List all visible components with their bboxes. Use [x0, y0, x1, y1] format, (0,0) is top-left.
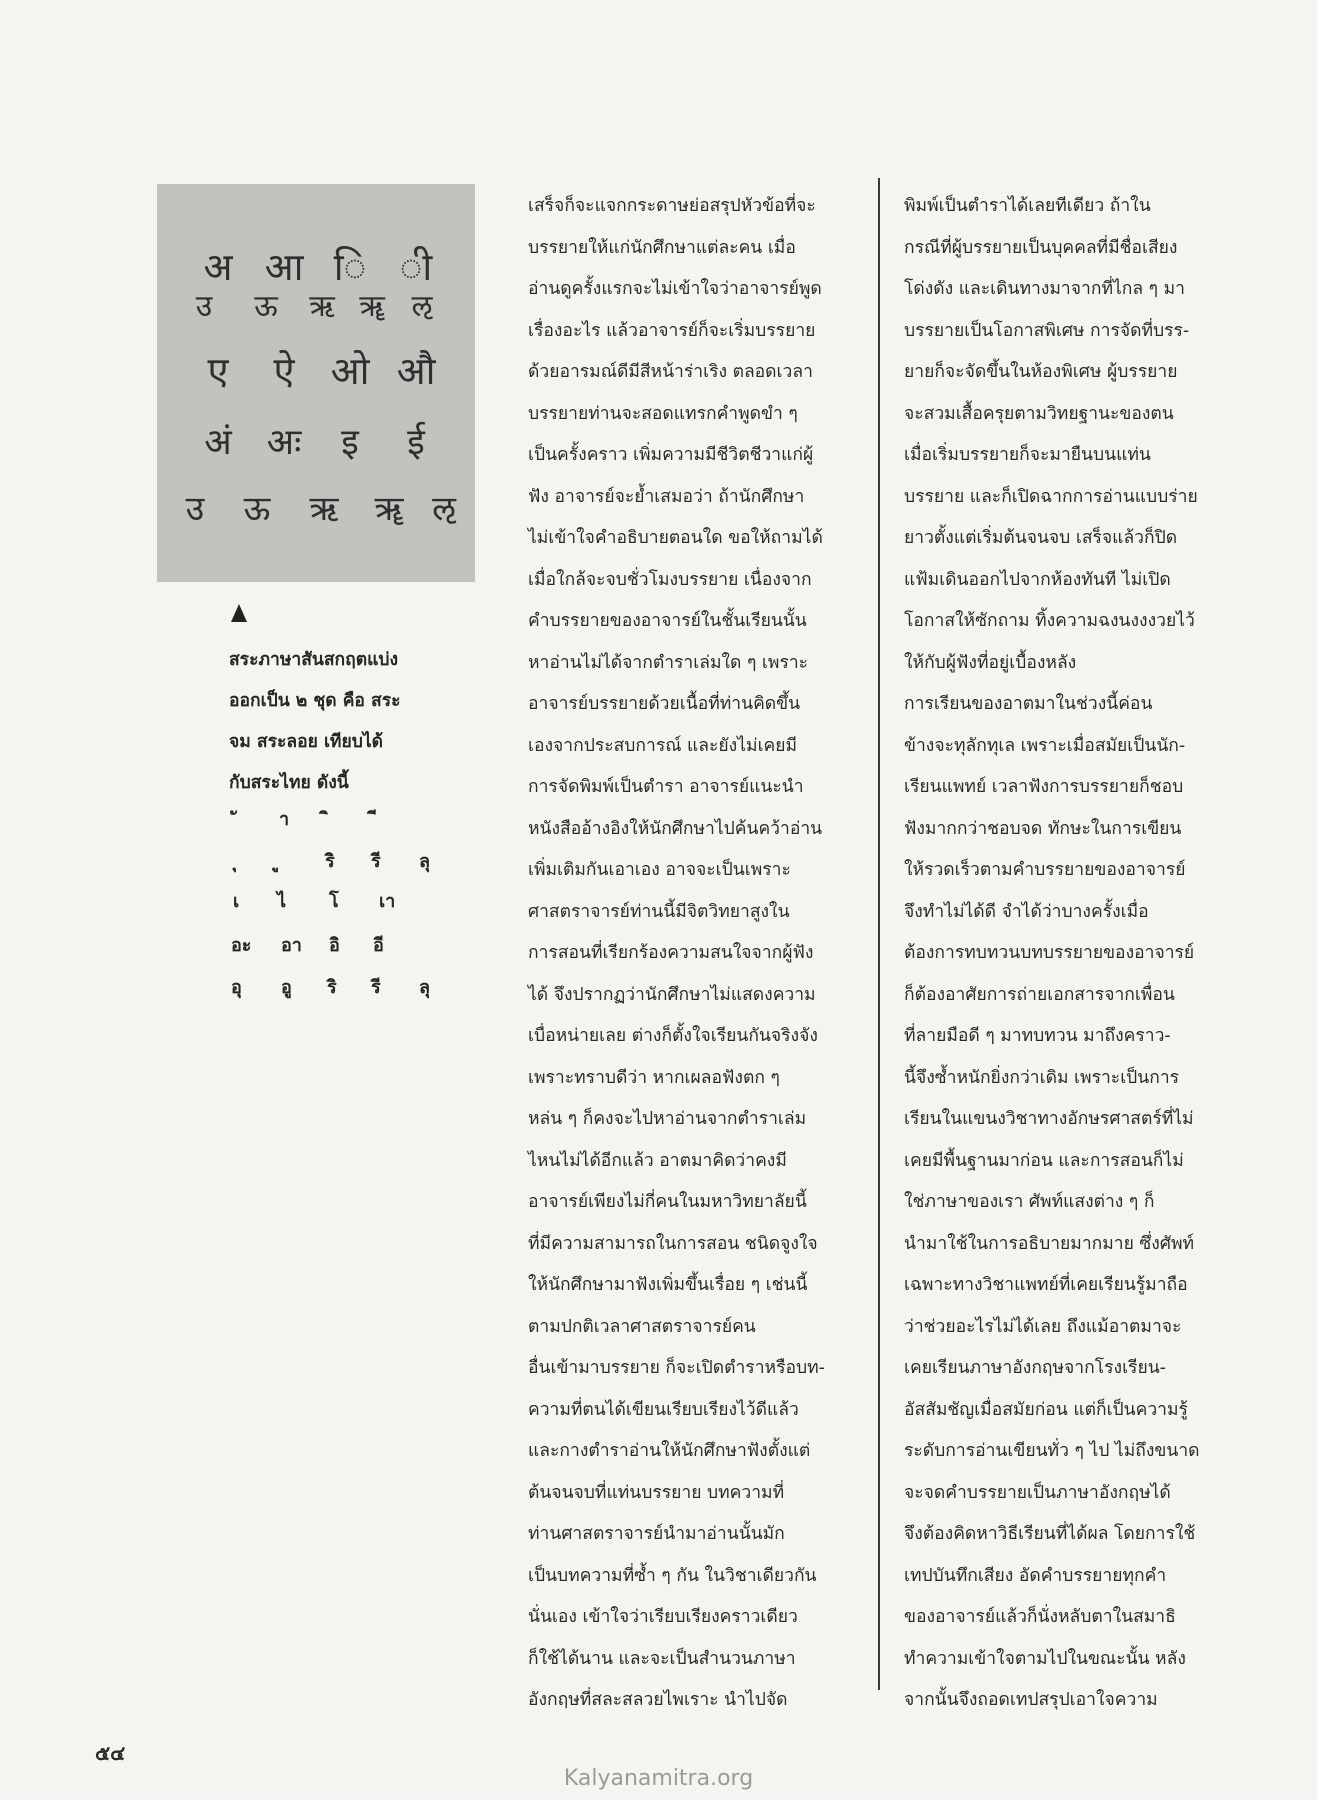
text-line: ยาวตั้งแต่เริ่มต้นจนจบ เสร็จแล้วก็ปิด [904, 528, 1178, 548]
text-line: ว่าช่วยอะไรไม่ได้เลย ถึงแม้อาตมาจะ [904, 1316, 1182, 1337]
glyph: ऊ [254, 289, 278, 324]
glyph: अ [203, 245, 233, 289]
glyph: ऋ [309, 289, 335, 324]
text-line: แฟ้มเดินออกไปจากห้องทันที ไม่เปิด [904, 569, 1171, 590]
text-line: ด้วยอารมณ์ดีมีสีหน้าร่าเริง ตลอดเวลา [528, 362, 813, 382]
text-line: หนังสืออ้างอิงให้นักศึกษาไปค้นคว้าอ่าน [528, 818, 823, 839]
glyph: उ [185, 489, 205, 529]
text-line: ฟังมากกว่าชอบจด ทักษะในการเขียน [904, 818, 1182, 839]
text-line: ไหนไม่ได้อีกแล้ว อาตมาคิดว่าคงมี [528, 1150, 787, 1171]
text-line: และกางตำราอ่านให้นักศึกษาฟังตั้งแต่ [528, 1441, 811, 1461]
text-line: โด่งดัง และเดินทางมาจากที่ไกล ๆ มา [904, 279, 1185, 299]
caption-line: ออกเป็น ๒ ชุด คือ สระ [229, 691, 401, 711]
text-line: ความที่ตนได้เขียนเรียบเรียงไว้ดีแล้ว [528, 1399, 799, 1420]
text-line: เมื่อเริ่มบรรยายก็จะมายืนบนแท่น [904, 445, 1151, 465]
text-line: เฉพาะทางวิชาแพทย์ที่เคยเรียนรู้มาถือ [904, 1275, 1188, 1295]
text-line: เทปบันทึกเสียง อัดคำบรรยายทุกคำ [904, 1565, 1167, 1586]
text-line: ให้รวดเร็วตามคำบรรยายของอาจารย์ [904, 860, 1186, 880]
text-column-2 [904, 186, 1230, 1722]
text-line: อังกฤษที่สละสลวยไพเราะ นำไปจัด [528, 1690, 788, 1710]
text-line: ฟัง อาจารย์จะย้ำเสมอว่า ถ้านักศึกษา [528, 486, 805, 507]
text-line: เพราะทราบดีว่า หากเผลอฟังตก ๆ [528, 1067, 780, 1088]
text-line: เรียนแพทย์ เวลาฟังการบรรยายก็ชอบ [904, 777, 1184, 797]
text-line: ของอาจารย์แล้วก็นั่งหลับตาในสมาธิ [904, 1607, 1176, 1627]
text-line: จะสวมเสื้อครุยตามวิทยฐานะของตน [904, 403, 1174, 424]
text-line: กรณีที่ผู้บรรยายเป็นบุคคลที่มีชื่อเสียง [904, 237, 1178, 258]
text-line: จะจดคำบรรยายเป็นภาษาอังกฤษได้ [904, 1482, 1171, 1503]
text-line: ทำความเข้าใจตามไปในขณะนั้น หลัง [904, 1648, 1186, 1669]
sanskrit-vowel-figure [157, 184, 475, 582]
page-number: ๕๔ [95, 1741, 126, 1765]
text-line: การจัดพิมพ์เป็นตำรา อาจารย์แนะนำ [528, 777, 804, 797]
text-line: เป็นบทความที่ซ้ำ ๆ กัน ในวิชาเดียวกัน [528, 1565, 817, 1586]
glyph: ए [207, 349, 229, 393]
thai-vowel: รี [371, 977, 381, 998]
text-line: พิมพ์เป็นตำราได้เลยทีเดียว ถ้าใน [904, 196, 1151, 216]
caption-line: จม สระลอย เทียบได้ [229, 732, 383, 752]
text-line: หาอ่านไม่ได้จากตำราเล่มใด ๆ เพราะ [528, 652, 809, 673]
text-line: นำมาใช้ในการอธิบายมากมาย ซึ่งศัพท์ [904, 1233, 1195, 1254]
text-line: ไม่เข้าใจคำอธิบายตอนใด ขอให้ถามได้ [528, 528, 823, 548]
thai-vowel: ริ [327, 977, 337, 998]
caption-line: สระภาษาสันสกฤตแบ่ง [229, 650, 399, 670]
text-line: หล่น ๆ ก็คงจะไปหาอ่านจากตำราเล่ม [528, 1109, 807, 1129]
text-line: ได้ จึงปรากฏว่านักศึกษาไม่แสดงความ [528, 984, 816, 1005]
thai-vowel: ลุ [419, 977, 431, 998]
text-line: การสอนที่เรียกร้องความสนใจจากผู้ฟัง [528, 943, 814, 963]
text-line: จึงทำไม่ได้ดี จำได้ว่าบางครั้งเมื่อ [904, 901, 1149, 922]
text-line: บรรยาย และก็เปิดฉากการอ่านแบบร่าย [904, 486, 1198, 507]
text-line: อาจารย์เพียงไม่กี่คนในมหาวิทยาลัยนี้ [528, 1192, 807, 1212]
glyph-row-2 [157, 284, 491, 325]
glyph: ऐ [273, 349, 295, 393]
thai-vowel: เ [233, 891, 240, 912]
thai-vowel: ไ [277, 891, 287, 912]
glyph: ी [399, 245, 433, 289]
glyph: अः [266, 422, 302, 463]
text-line: ก็ใช้ได้นาน และจะเป็นสำนวนภาษา [528, 1648, 796, 1669]
glyph: आ [264, 245, 304, 289]
thai-vowel: เา [379, 891, 396, 912]
glyph: ऌ [411, 289, 433, 324]
glyph: अं [204, 422, 232, 463]
text-line: บรรยายเป็นโอกาสพิเศษ การจัดที่บรร- [904, 320, 1190, 341]
text-line: ให้นักศึกษามาฟังเพิ่มขึ้นเรื่อย ๆ เช่นนี้ [528, 1275, 808, 1295]
text-line: ศาสตราจารย์ท่านนี้มีจิตวิทยาสูงใน [528, 901, 790, 922]
thai-vowel: ลุ [419, 851, 431, 872]
thai-vowel: ริ [325, 851, 335, 872]
glyph-row-4 [157, 416, 503, 465]
text-line: อื่นเข้ามาบรรยาย ก็จะเปิดตำราหรือบท- [528, 1358, 825, 1378]
thai-vowel: โ [329, 891, 339, 912]
glyph: इ [341, 422, 359, 463]
text-line: จึงต้องคิดหาวิธีเรียนที่ได้ผล โดยการใช้ [904, 1524, 1196, 1544]
text-line: คำบรรยายของอาจารย์ในชั้นเรียนนั้น [528, 611, 807, 631]
text-line: นั่นเอง เข้าใจว่าเรียบเรียงคราวเดียว [528, 1607, 798, 1627]
glyph: ॠ [374, 489, 404, 529]
thai-vowel: อุ [231, 977, 242, 998]
text-line: เรื่องอะไร แล้วอาจารย์ก็จะเริ่มบรรยาย [528, 320, 816, 341]
text-line: เคยมีพื้นฐานมาก่อน และการสอนก็ไม่ [904, 1150, 1184, 1171]
text-line: เพิ่มเติมกันเอาเอง อาจจะเป็นเพราะ [528, 860, 791, 880]
glyph: ई [407, 422, 425, 463]
text-line: ตามปกติเวลาศาสตราจารย์คน [528, 1316, 756, 1337]
thai-vowel: อะ [231, 935, 252, 956]
text-line: จากนั้นจึงถอดเทปสรุปเอาใจความ [904, 1690, 1158, 1710]
text-line: โอกาสให้ซักถาม ทิ้งความฉงนงงงวยไว้ [904, 611, 1195, 631]
text-line: อ่านดูครั้งแรกจะไม่เข้าใจว่าอาจารย์พูด [528, 279, 822, 299]
text-line: เองจากประสบการณ์ และยังไม่เคยมี [528, 735, 798, 756]
text-line: ข้างจะทุลักทุเล เพราะเมื่อสมัยเป็นนัก- [904, 735, 1186, 756]
glyph-row-5 [157, 484, 483, 530]
text-line: ต้นจนจบที่แท่นบรรยาย บทความที่ [528, 1482, 785, 1503]
text-line: ยายก็จะจัดขึ้นในห้องพิเศษ ผู้บรรยาย [904, 362, 1178, 382]
text-line: อาจารย์บรรยายด้วยเนื้อที่ท่านคิดขึ้น [528, 694, 801, 714]
thai-vowel: อิ [329, 935, 340, 956]
figure-caption [229, 640, 449, 804]
text-line: เบื่อหน่ายเลย ต่างก็ตั้งใจเรียนกันจริงจัง [528, 1026, 818, 1046]
thai-vowel: อู [281, 977, 292, 998]
glyph: उ [195, 289, 213, 324]
text-line: ที่มีความสามารถในการสอน ชนิดจูงใจ [528, 1233, 818, 1254]
glyph: ओ [330, 349, 370, 393]
text-line: ใช่ภาษาของเรา ศัพท์แสงต่าง ๆ ก็ [904, 1192, 1155, 1212]
text-line: นี้จึงซ้ำหนักยิ่งกว่าเดิม เพราะเป็นการ [904, 1067, 1180, 1088]
text-line: อัสสัมชัญเมื่อสมัยก่อน แต่ก็เป็นความรู้ [904, 1399, 1188, 1420]
text-line: ที่ลายมือดี ๆ มาทบทวน มาถึงคราว- [904, 1026, 1171, 1046]
caption-line: กับสระไทย ดังนี้ [229, 773, 349, 793]
text-line: ก็ต้องอาศัยการถ่ายเอกสารจากเพื่อน [904, 984, 1175, 1005]
glyph: ॠ [359, 289, 385, 324]
thai-vowel: า [279, 809, 290, 830]
text-line: ท่านศาสตราจารย์นำมาอ่านนั้นมัก [528, 1524, 785, 1544]
text-column-1 [528, 186, 856, 1722]
glyph: ऊ [243, 489, 271, 529]
column-divider [878, 178, 880, 1690]
glyph: ि [333, 245, 367, 289]
text-line: เรียนในแขนงวิชาทางอักษรศาสตร์ที่ไม่ [904, 1109, 1194, 1129]
glyph: ऋ [309, 489, 339, 529]
text-line: ต้องการทบทวนบทบรรยายของอาจารย์ [904, 943, 1195, 963]
text-line: เมื่อใกล้จะจบชั่วโมงบรรยาย เนื่องจาก [528, 569, 812, 590]
glyph: औ [396, 349, 436, 393]
text-line: การเรียนของอาตมาในช่วงนี้ค่อน [904, 694, 1153, 714]
thai-vowel: รี [371, 851, 381, 872]
text-line: ระดับการอ่านเขียนทั่ว ๆ ไป ไม่ถึงขนาด [904, 1441, 1200, 1461]
thai-vowel: อี [373, 935, 384, 956]
text-line: เคยเรียนภาษาอังกฤษจากโรงเรียน- [904, 1358, 1166, 1378]
glyph: ऌ [432, 489, 456, 529]
text-line: เป็นครั้งคราว เพิ่มความมีชีวิตชีวาแก่ผู้ [528, 445, 814, 465]
triangle-pointer-icon [231, 604, 247, 622]
text-line: เสร็จก็จะแจกกระดาษย่อสรุปหัวข้อที่จะ [528, 196, 816, 216]
glyph-row-3 [157, 344, 503, 396]
text-line: บรรยายท่านจะสอดแทรกคำพูดขำ ๆ [528, 403, 798, 424]
thai-vowel: อา [281, 935, 302, 956]
text-line: ให้กับผู้ฟังที่อยู่เบื้องหลัง [904, 652, 1077, 673]
text-line: บรรยายให้แก่นักศึกษาแต่ละคน เมื่อ [528, 237, 796, 258]
site-watermark: Kalyanamitra.org [563, 1766, 754, 1791]
